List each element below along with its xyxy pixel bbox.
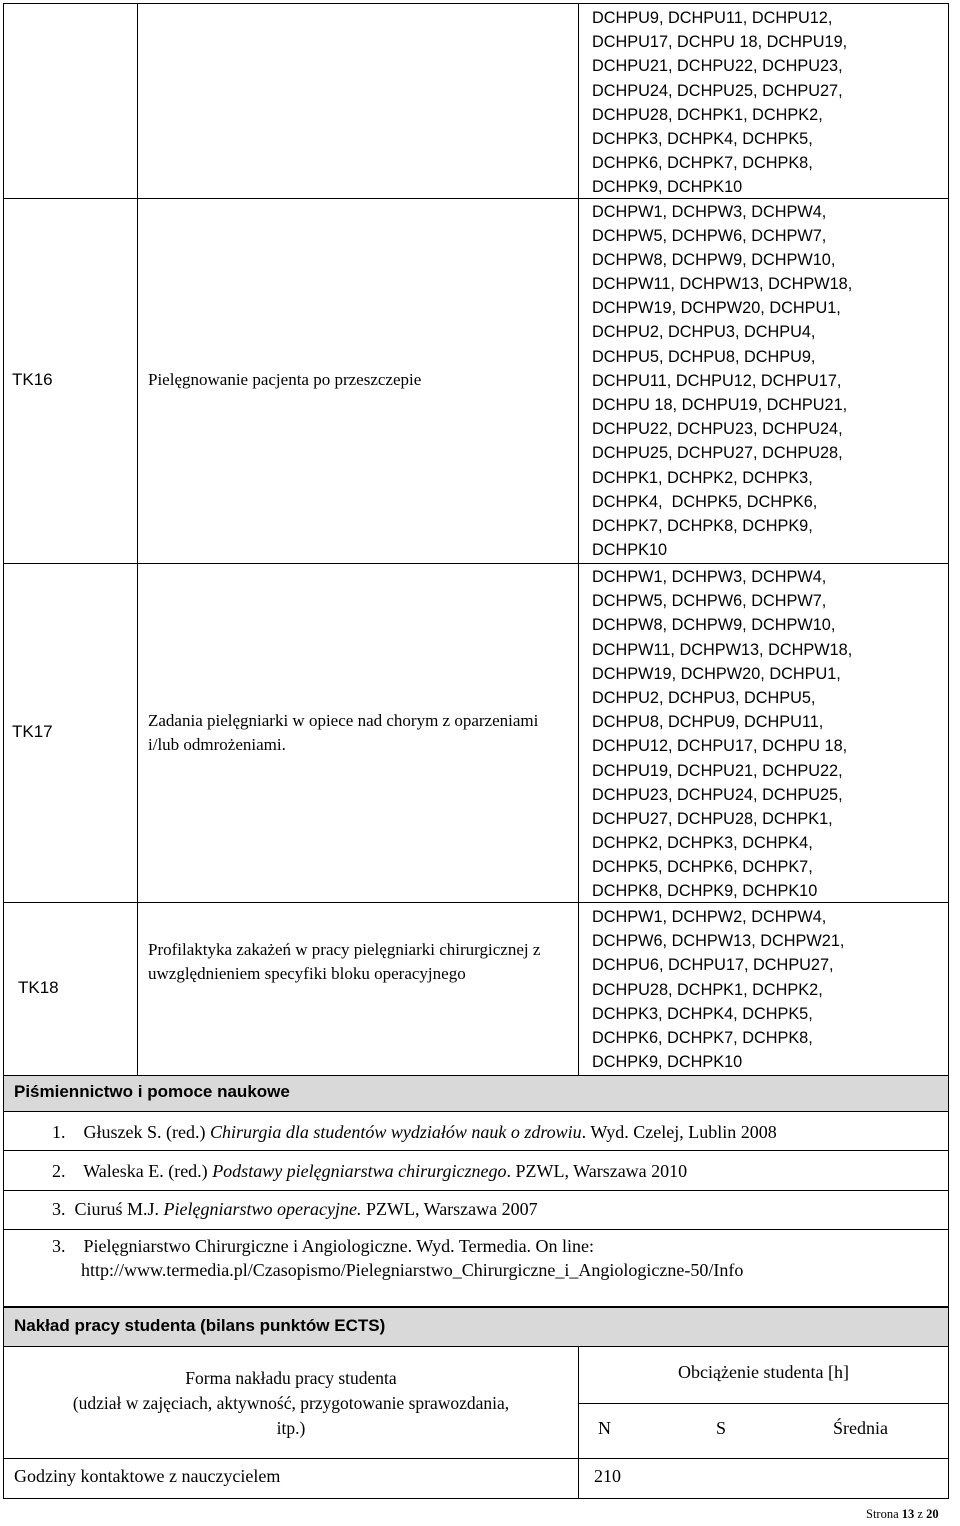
literature-item-1: 1. Głuszek S. (red.) Chirurgia dla studentów wydziałów nauk o zdrowiu. Wyd. Czelej, Lublin 2008 xyxy=(52,1122,777,1142)
effect-line: DCHPK6, DCHPK7, DCHPK8, xyxy=(592,154,813,173)
effect-line: DCHPK5, DCHPK6, DCHPK7, xyxy=(592,858,813,877)
effect-line: DCHPU25, DCHPU27, DCHPU28, xyxy=(592,444,843,463)
effect-line: DCHPU21, DCHPU22, DCHPU23, xyxy=(592,57,843,76)
effect-line: DCHPU2, DCHPU3, DCHPU4, xyxy=(592,323,816,342)
effect-line: DCHPW1, DCHPW3, DCHPW4, xyxy=(592,568,827,586)
effect-line: DCHPK1, DCHPK2, DCHPK3, xyxy=(592,468,813,487)
effect-line: DCHPK9, DCHPK10 xyxy=(592,178,743,197)
effect-line: DCHPU24, DCHPU25, DCHPU27, xyxy=(592,81,843,100)
effect-line: DCHPK6, DCHPK7, DCHPK8, xyxy=(592,1028,813,1047)
literature-item-3: 3. Ciuruś M.J. Pielęgniarstwo operacyjne. PZWL, Warszawa 2007 xyxy=(52,1199,538,1219)
workload-heading: Nakład pracy studenta (bilans punktów ECTS) xyxy=(14,1316,386,1335)
effect-line: DCHPK7, DCHPK8, DCHPK9, xyxy=(592,516,813,535)
effect-line: DCHPK3, DCHPK4, DCHPK5, xyxy=(592,129,813,148)
load-header: Obciążenie studenta [h] xyxy=(678,1362,849,1382)
row-effects-tk17 xyxy=(592,565,852,904)
effect-line: DCHPW19, DCHPW20, DCHPU1, xyxy=(592,664,841,683)
row-topic-tk18: Profilaktyka zakażeń w pracy pielęgniarki chirurgicznej z uwzględnieniem specyfiki bloku operacyjnego xyxy=(148,940,541,983)
workload-row-label: Godziny kontaktowe z nauczycielem xyxy=(14,1466,281,1486)
effect-line: DCHPW5, DCHPW6, DCHPW7, xyxy=(592,592,827,611)
effect-line: DCHPU28, DCHPK1, DCHPK2, xyxy=(592,980,823,999)
page-footer: Strona 13 z 20 xyxy=(866,1507,939,1521)
effect-line: DCHPW11, DCHPW13, DCHPW18, xyxy=(592,275,853,294)
effect-line: DCHPU6, DCHPU17, DCHPU27, xyxy=(592,956,834,975)
effect-line: DCHPK9, DCHPK10 xyxy=(592,1053,743,1072)
effect-line: DCHPW1, DCHPW2, DCHPW4, xyxy=(592,908,827,926)
effect-line: DCHPU11, DCHPU12, DCHPU17, xyxy=(592,371,842,390)
effect-line: DCHPK4, DCHPK5, DCHPK6, xyxy=(592,492,818,511)
effect-line: DCHPU17, DCHPU 18, DCHPU19, xyxy=(592,33,848,52)
effect-line: DCHPU27, DCHPU28, DCHPK1, xyxy=(592,809,833,828)
effect-line: DCHPU22, DCHPU23, DCHPU24, xyxy=(592,420,843,439)
effect-line: DCHPW1, DCHPW3, DCHPW4, xyxy=(592,202,827,221)
effect-line: DCHPK3, DCHPK4, DCHPK5, xyxy=(592,1004,813,1023)
effect-line: DCHPK10 xyxy=(592,541,668,560)
effect-line: DCHPU2, DCHPU3, DCHPU5, xyxy=(592,688,816,707)
literature-link[interactable]: http://www.termedia.pl/Czasopismo/Pielegniarstwo_Chirurgiczne_i_Angiologiczne-50/Info xyxy=(81,1260,744,1280)
row-topic-tk17: Zadania pielęgniarki w opiece nad chorym z oparzeniami i/lub odmrożeniami. xyxy=(148,711,539,754)
effect-line: DCHPK8, DCHPK9, DCHPK10 xyxy=(592,882,818,901)
effect-line: DCHPK2, DCHPK3, DCHPK4, xyxy=(592,834,813,853)
effect-line: DCHPU12, DCHPU17, DCHPU 18, xyxy=(592,737,848,756)
effect-line: DCHPW8, DCHPW9, DCHPW10, xyxy=(592,616,836,635)
effect-line: DCHPU23, DCHPU24, DCHPU25, xyxy=(592,785,843,804)
effect-line: DCHPW19, DCHPW20, DCHPU1, xyxy=(592,299,841,318)
effect-line: DCHPU8, DCHPU9, DCHPU11, xyxy=(592,713,824,732)
workload-row-value: 210 xyxy=(594,1466,621,1486)
effect-line: DCHPU5, DCHPU8, DCHPU9, xyxy=(592,347,816,366)
literature-item-4: 3. Pielęgniarstwo Chirurgiczne i Angiologiczne. Wyd. Termedia. On line: http://www.termedia.pl/Czasopismo/Pielegniarstwo_Chirurgiczne_i_Angiologiczne-50/Info xyxy=(52,1236,744,1280)
effect-line: DCHPU28, DCHPK1, DCHPK2, xyxy=(592,105,823,124)
effect-line: DCHPW6, DCHPW13, DCHPW21, xyxy=(592,932,845,951)
col-n-header: N xyxy=(598,1418,611,1438)
row-effects-tk16 xyxy=(592,6,852,562)
effect-line: DCHPW8, DCHPW9, DCHPW10, xyxy=(592,250,836,269)
effect-line: DCHPW5, DCHPW6, DCHPW7, xyxy=(592,226,827,245)
effect-line: DCHPU 18, DCHPU19, DCHPU21, xyxy=(592,396,848,414)
row-topic-tk16: Pielęgnowanie pacjenta po przeszczepie xyxy=(148,370,422,389)
effect-line: DCHPU19, DCHPU21, DCHPU22, xyxy=(592,761,843,780)
form-header: Forma nakładu pracy studenta (udział w zajęciach, aktywność, przygotowanie sprawozdania, itp.) xyxy=(72,1368,510,1438)
literature-item-2: 2. Waleska E. (red.) Podstawy pielęgniarstwa chirurgicznego. PZWL, Warszawa 2010 xyxy=(52,1161,688,1181)
row-effects-tk18 xyxy=(592,905,844,1074)
row-id-tk18: TK18 xyxy=(18,978,59,997)
row-id-tk16: TK16 xyxy=(12,370,53,389)
literature-heading: Piśmiennictwo i pomoce naukowe xyxy=(14,1082,290,1101)
col-avg-header: Średnia xyxy=(833,1418,888,1438)
effect-line: DCHPU9, DCHPU11, DCHPU12, xyxy=(592,9,833,27)
row-id-tk17: TK17 xyxy=(12,722,53,741)
col-s-header: S xyxy=(716,1418,727,1438)
effect-line: DCHPW11, DCHPW13, DCHPW18, xyxy=(592,640,853,659)
